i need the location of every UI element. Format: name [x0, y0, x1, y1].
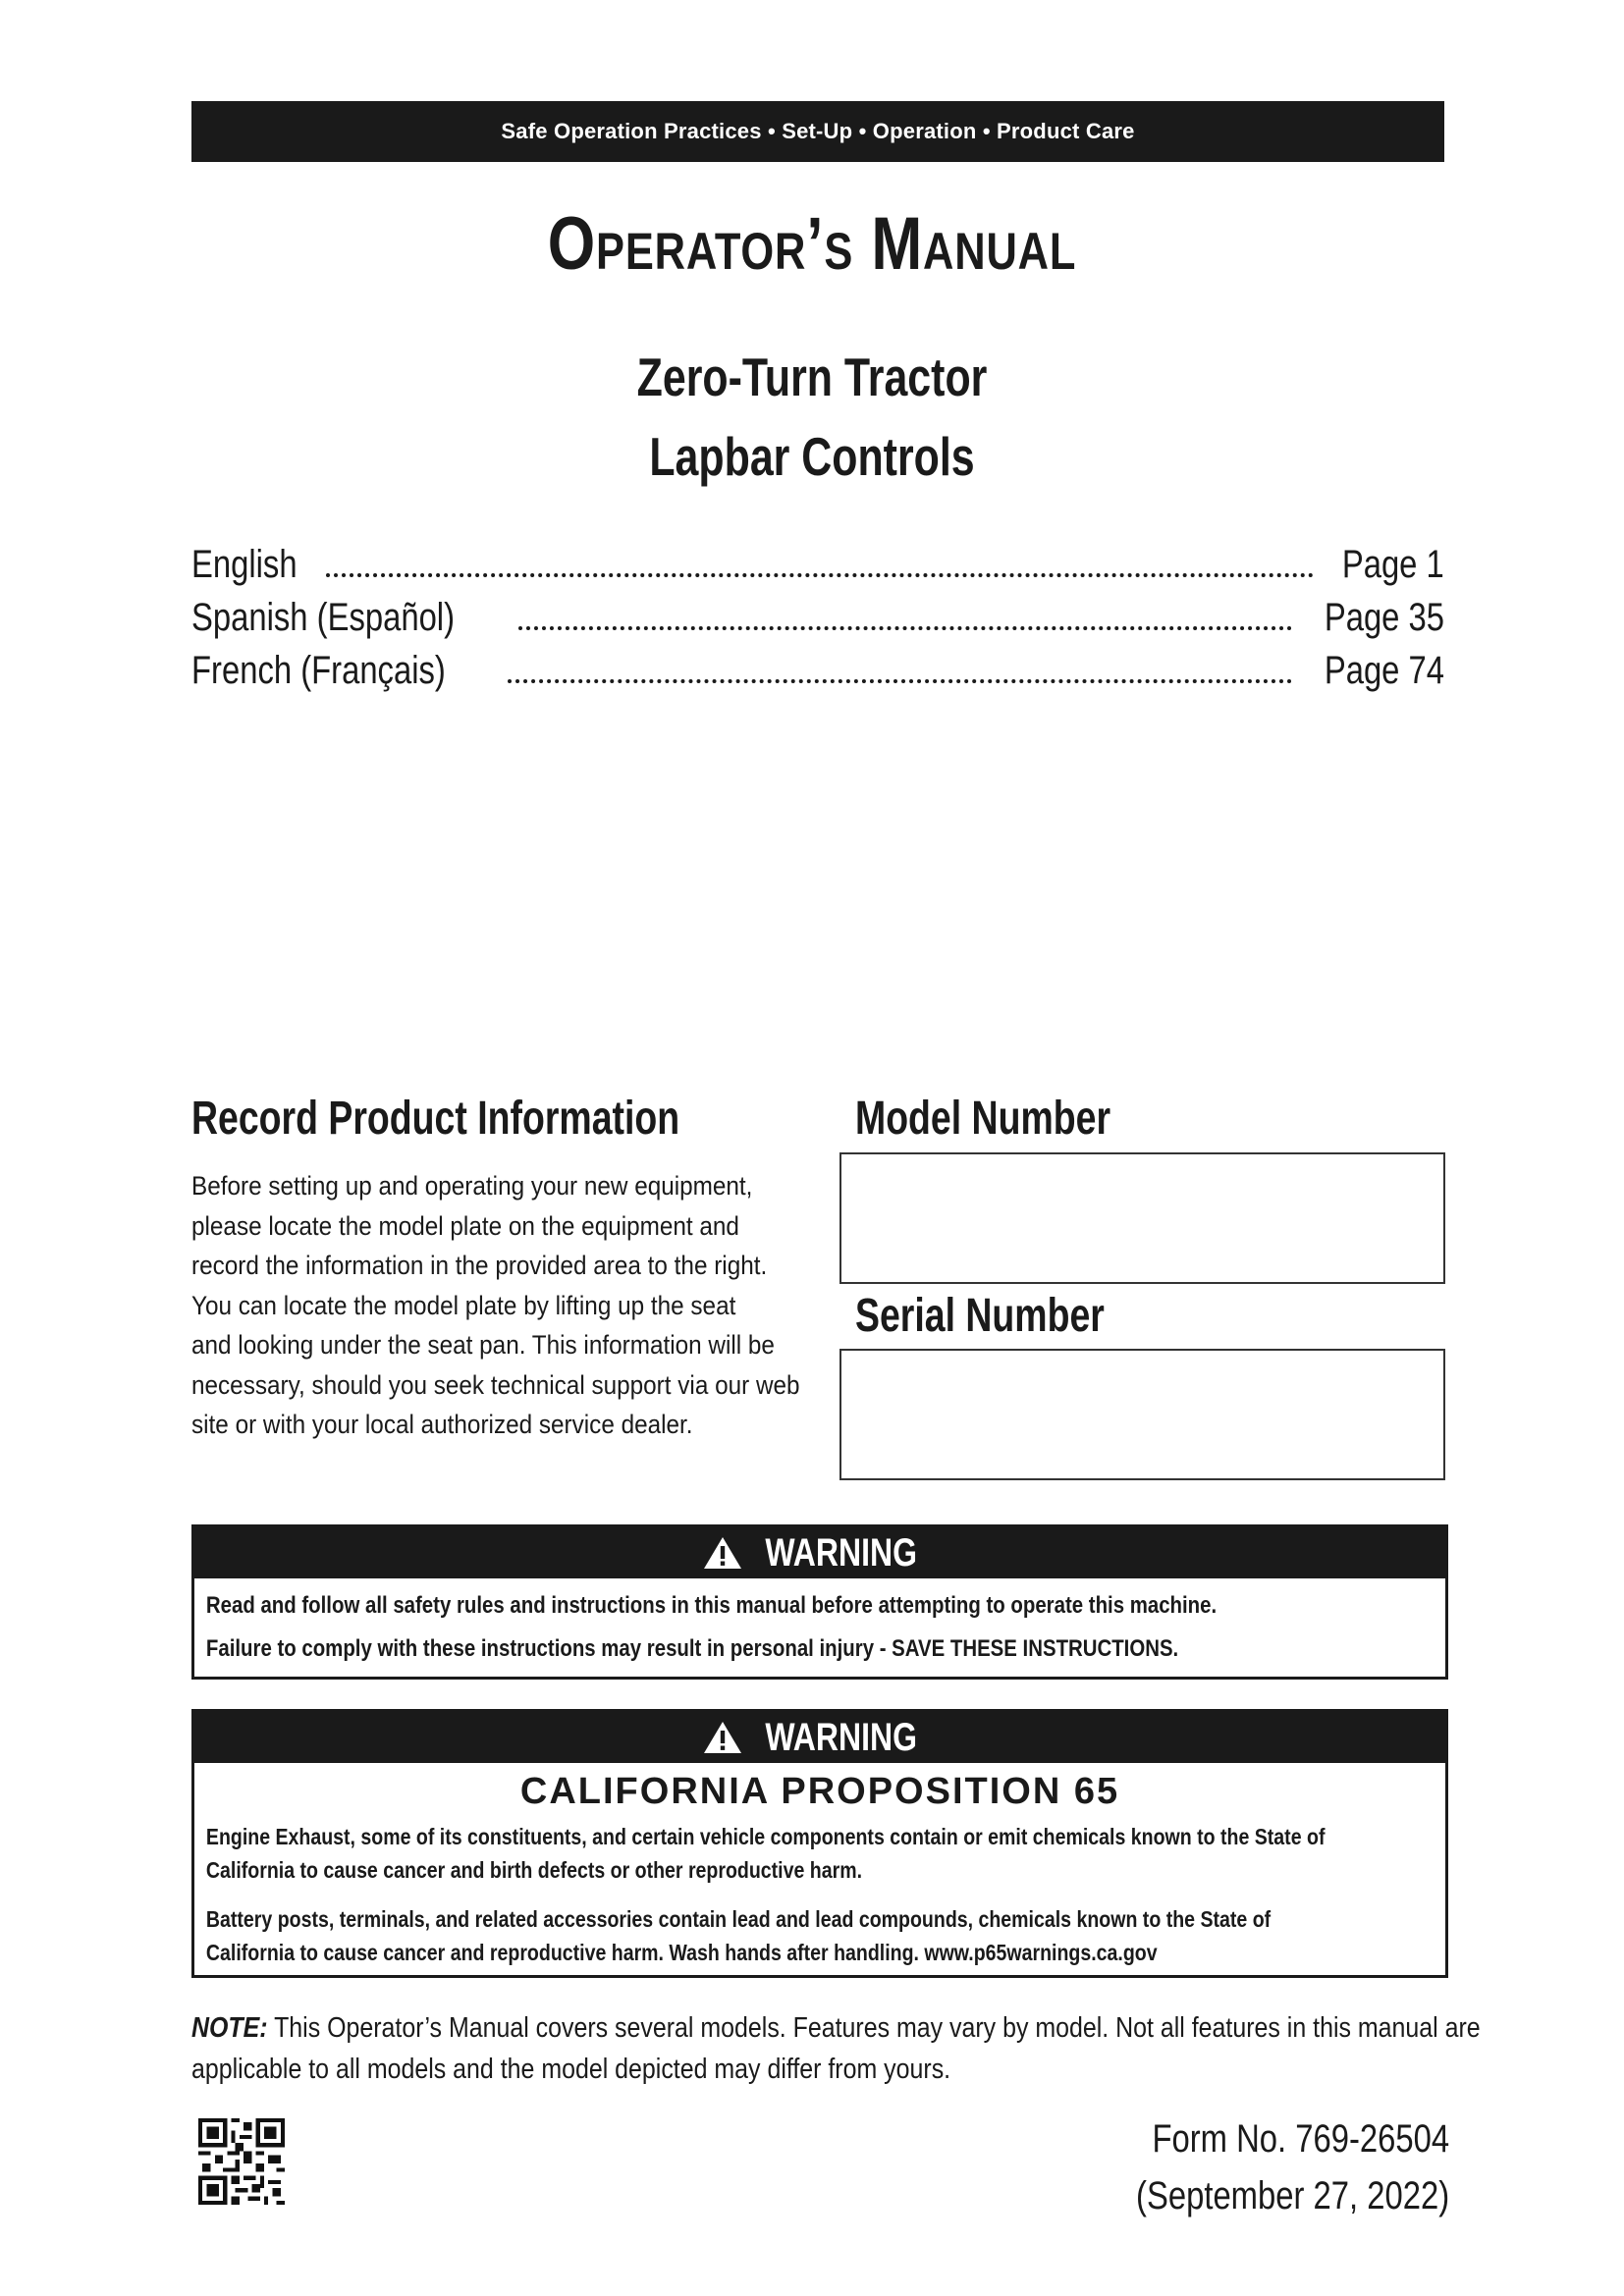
prop65-line: California to cause cancer and birth defects or other reproductive harm.	[205, 1857, 863, 1883]
record-info-line: site or with your local authorized service dealer.	[191, 1410, 693, 1439]
note-text: This Operator’s Manual covers several models. Features may vary by model. Not all features in this manual are	[267, 2012, 1481, 2044]
page-title: Operator’s Manual	[547, 202, 1077, 286]
warning-text: Read and follow all safety rules and instructions in this manual before attempting to operate this machine.	[205, 1592, 1218, 1619]
record-info-line: Before setting up and operating your new equipment,	[191, 1171, 753, 1201]
dot-leader	[326, 572, 1314, 577]
prop65-warning-box	[191, 1709, 1448, 1978]
warning-triangle-icon	[703, 1721, 742, 1754]
serial-number-label: Serial Number	[855, 1290, 1105, 1342]
form-number-block	[1136, 2110, 1449, 2224]
warning-header	[194, 1527, 1445, 1578]
subtitle-line-1: Zero-Turn Tractor	[636, 347, 988, 407]
prop65-paragraph-1	[194, 1820, 1433, 1887]
qr-code-icon	[198, 2118, 285, 2205]
warning-title: WARNING	[765, 1530, 918, 1575]
toc-page: Page 74	[1324, 649, 1444, 692]
toc-page: Page 1	[1342, 543, 1444, 586]
form-date: (September 27, 2022)	[1135, 2174, 1449, 2217]
toc-language: Spanish (Español)	[191, 596, 456, 639]
record-info-line: You can locate the model plate by lifting up the seat	[191, 1290, 736, 1320]
safety-warning-box	[191, 1524, 1448, 1680]
warning-triangle-icon	[703, 1536, 742, 1570]
record-info-heading: Record Product Information	[191, 1093, 680, 1145]
prop65-heading: CALIFORNIA PROPOSITION 65	[519, 1771, 1120, 1812]
prop65-line: California to cause cancer and reproductive harm. Wash hands after handling. www.p65warnings.ca.gov	[205, 1940, 1158, 1965]
record-info-body	[191, 1166, 800, 1445]
prop65-line: Battery posts, terminals, and related accessories contain lead and lead compounds, chemicals known to the State of	[205, 1906, 1272, 1932]
prop65-paragraph-2	[194, 1902, 1433, 1969]
note-text: applicable to all models and the model depicted may differ from yours.	[191, 2054, 951, 2085]
toc-row-english[interactable]	[191, 538, 1444, 591]
warning-title: WARNING	[765, 1715, 918, 1759]
header-bar-text: Safe Operation Practices • Set-Up • Operation • Product Care	[501, 119, 1135, 143]
record-info-line: please locate the model plate on the equipment and	[191, 1210, 739, 1241]
language-index	[191, 538, 1444, 697]
warning-header	[194, 1712, 1445, 1763]
subtitle-line-2: Lapbar Controls	[649, 426, 975, 487]
toc-language: French (Français)	[191, 649, 446, 692]
model-number-field[interactable]	[839, 1152, 1445, 1284]
header-bar	[191, 101, 1444, 162]
record-info-line: record the information in the provided area to the right.	[191, 1251, 768, 1280]
note-label: NOTE:	[191, 2012, 268, 2044]
toc-page: Page 35	[1324, 596, 1444, 639]
warning-text: Failure to comply with these instructions may result in personal injury - SAVE THESE INSTRUCTIONS.	[205, 1635, 1179, 1662]
toc-row-spanish[interactable]	[191, 591, 1444, 644]
dot-leader	[508, 678, 1292, 683]
form-number: Form No. 769-26504	[1152, 2117, 1449, 2161]
model-number-label: Model Number	[855, 1093, 1111, 1145]
record-info-line: necessary, should you seek technical support via our web	[191, 1369, 800, 1400]
record-info-line: and looking under the seat pan. This information will be	[191, 1330, 775, 1360]
prop65-line: Engine Exhaust, some of its constituents, and certain vehicle components contain or emit chemicals known to the State of	[205, 1824, 1326, 1849]
dot-leader	[518, 625, 1292, 630]
note-paragraph	[191, 2007, 1481, 2090]
toc-language: English	[191, 543, 298, 586]
toc-row-french[interactable]	[191, 644, 1444, 697]
serial-number-field[interactable]	[839, 1349, 1445, 1480]
